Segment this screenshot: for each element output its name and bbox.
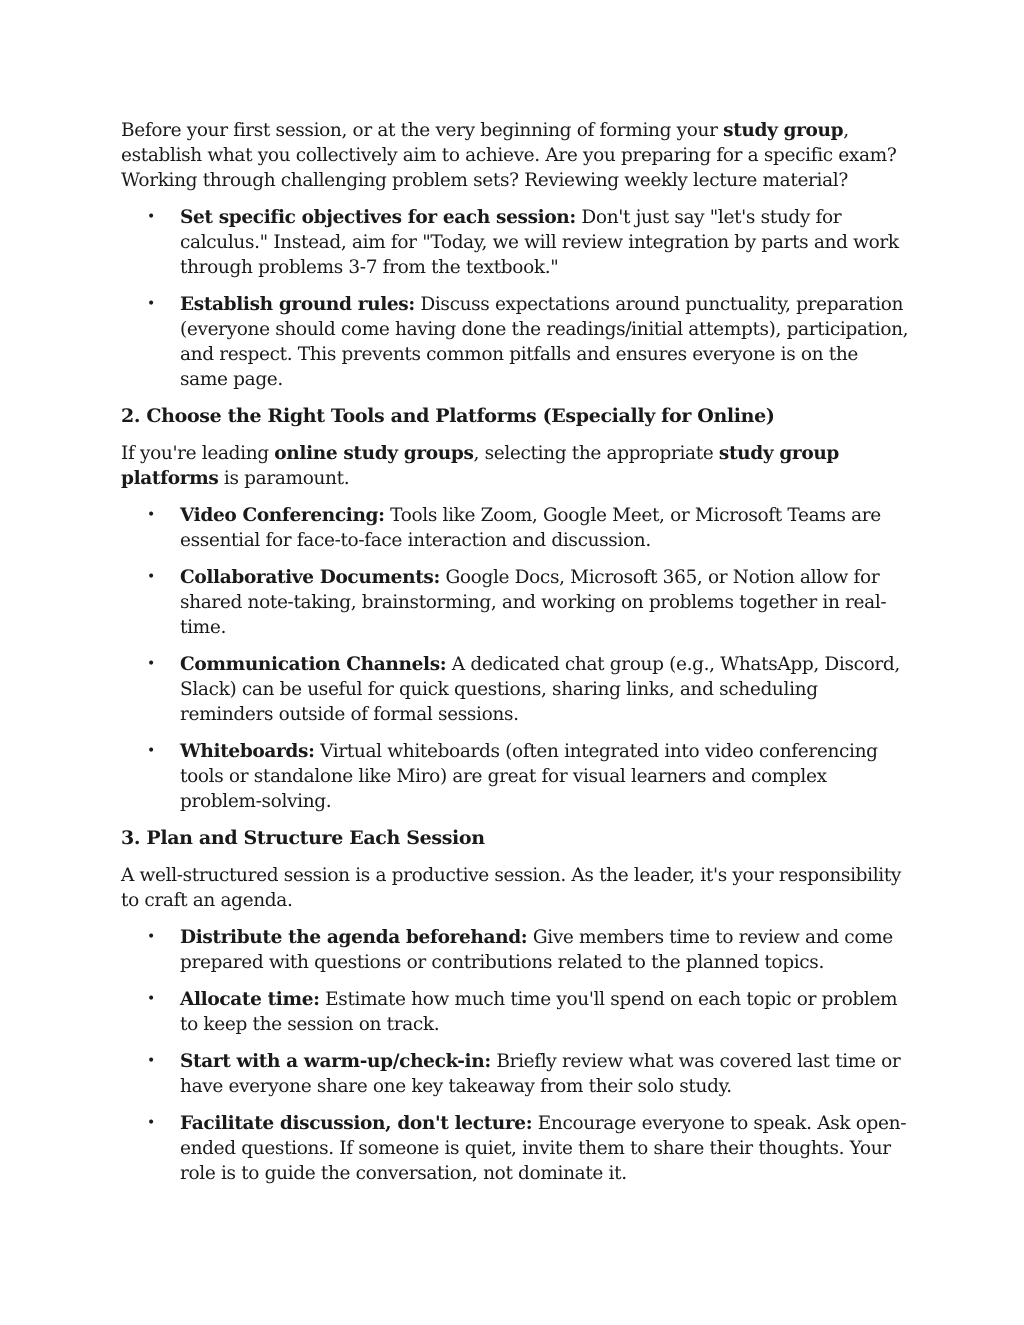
bullet: • xyxy=(147,1053,155,1069)
list-item: • Set specific objectives for each session: Don't just say "let's study for calculus." Instead, aim for "Today, we will review integration by parts and work through problems 3-7 from the textbook." xyxy=(147,207,899,278)
section2-heading: 2. Choose the Right Tools and Platforms (Especially for Online) xyxy=(121,405,775,427)
bullet: • xyxy=(147,1115,155,1131)
intro-paragraph: Before your first session, or at the very beginning of forming your study group, establish what you collectively aim to achieve. Are you preparing for a specific exam? Working through challenging problem sets? Reviewing weekly lecture material? xyxy=(121,120,897,191)
list-item: • Establish ground rules: Discuss expectations around punctuality, preparation (everyone should come having done the readings/initial attempts), participation, and respect. This prevents common pitfalls and ensures everyone is on the same page. xyxy=(147,294,909,390)
section2-paragraph: If you're leading online study groups, selecting the appropriate study group platforms is paramount. xyxy=(121,443,840,489)
list-item: • Collaborative Documents: Google Docs, Microsoft 365, or Notion allow for shared note-taking, brainstorming, and working on problems together in real-time. xyxy=(147,567,887,638)
list-item: • Video Conferencing: Tools like Zoom, Google Meet, or Microsoft Teams are essential for face-to-face interaction and discussion. xyxy=(147,505,881,551)
section3-list xyxy=(121,925,911,1186)
section3-paragraph: A well-structured session is a productive session. As the leader, it's your responsibility to craft an agenda. xyxy=(121,865,902,911)
bullet: • xyxy=(147,743,155,759)
bullet: • xyxy=(147,507,155,523)
list-item: • Facilitate discussion, don't lecture: Encourage everyone to speak. Ask open-ended questions. If someone is quiet, invite them to share their thoughts. Your role is to guide the conversation, not dominate it. xyxy=(147,1113,907,1184)
bullet: • xyxy=(147,296,155,312)
section2-list xyxy=(121,503,911,814)
bullet: • xyxy=(147,929,155,945)
list-item: • Whiteboards: Virtual whiteboards (often integrated into video conferencing tools or standalone like Miro) are great for visual learners and complex problem-solving. xyxy=(147,741,878,812)
section3-heading: 3. Plan and Structure Each Session xyxy=(121,827,485,849)
list-item: • Communication Channels: A dedicated chat group (e.g., WhatsApp, Discord, Slack) can be useful for quick questions, sharing links, and scheduling reminders outside of formal sessions. xyxy=(147,654,900,725)
bullet: • xyxy=(147,991,155,1007)
list-item: • Allocate time: Estimate how much time you'll spend on each topic or problem to keep the session on track. xyxy=(147,989,898,1035)
list-item: • Distribute the agenda beforehand: Give members time to review and come prepared with questions or contributions related to the planned topics. xyxy=(147,927,893,973)
section1-list xyxy=(121,205,911,392)
document-page xyxy=(121,118,911,1198)
list-item: • Start with a warm-up/check-in: Briefly review what was covered last time or have everyone share one key takeaway from their solo study. xyxy=(147,1051,901,1097)
bullet: • xyxy=(147,569,155,585)
bullet: • xyxy=(147,656,155,672)
bullet: • xyxy=(147,209,155,225)
